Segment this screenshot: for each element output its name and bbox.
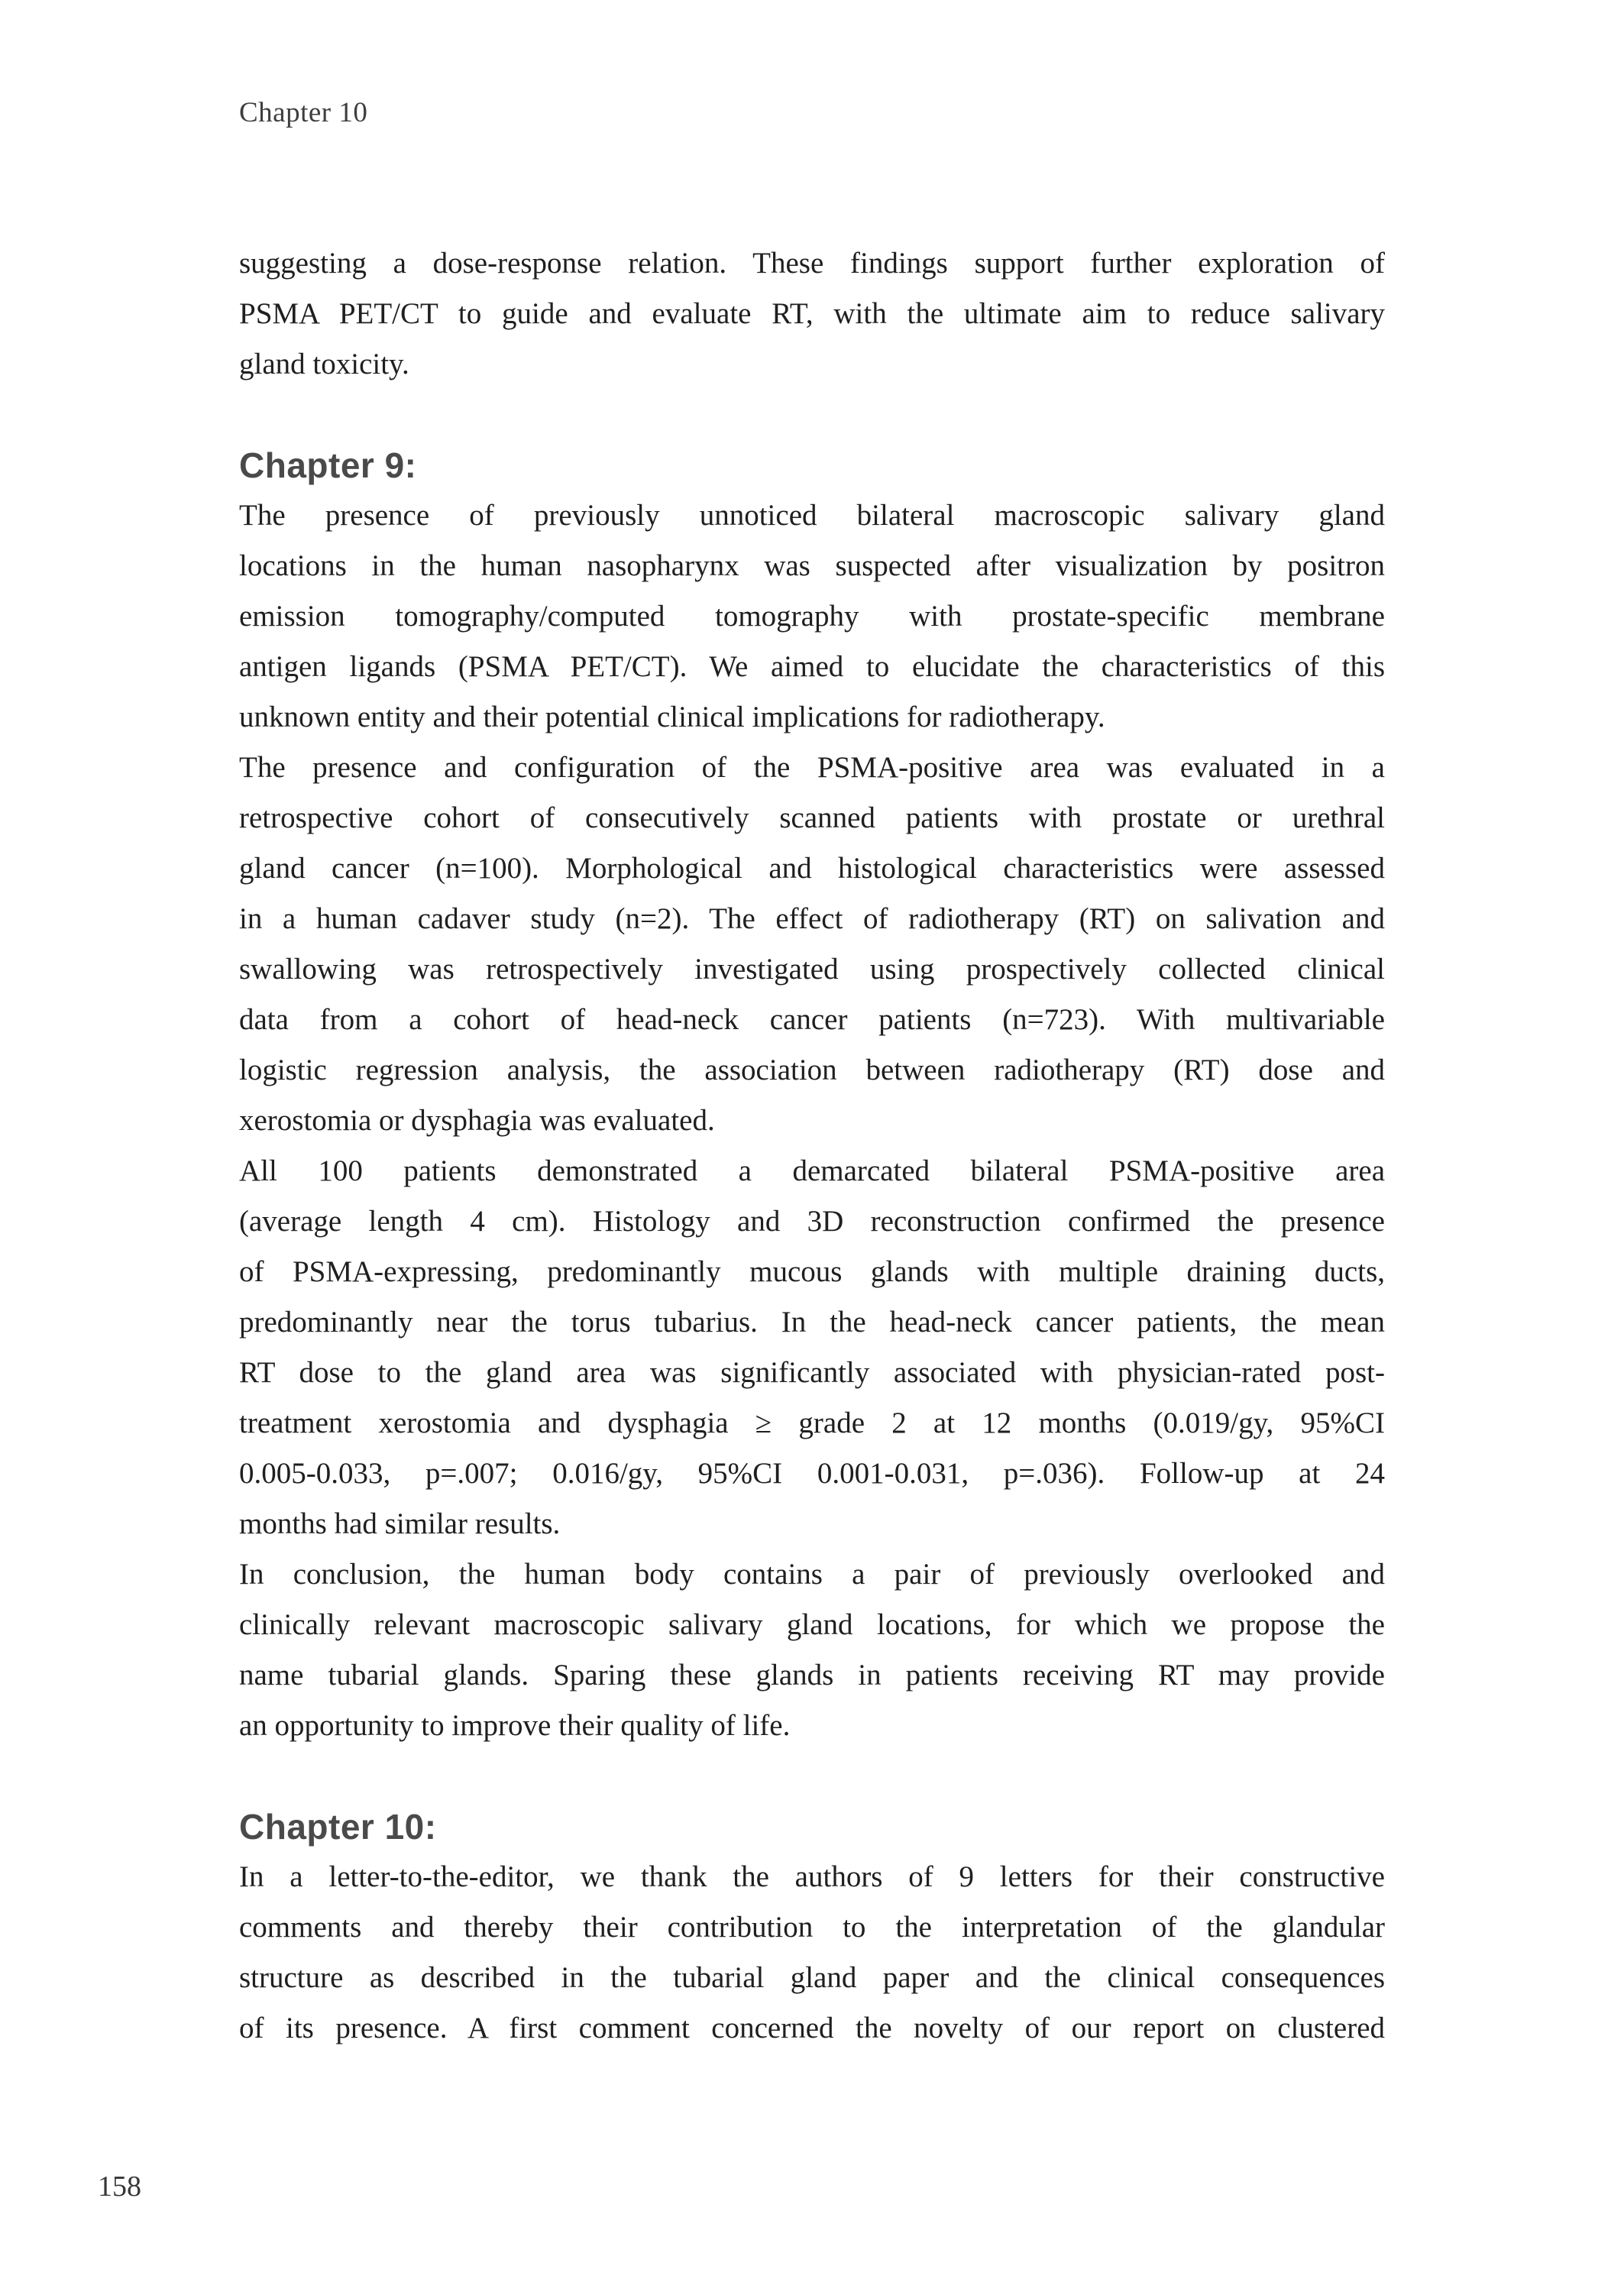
section-heading-chapter-9: Chapter 9: [239, 445, 417, 485]
text-line: In a letter-to-the-editor, we thank the authors of 9 letters for their constructive [239, 1860, 1385, 1893]
text-line: locations in the human nasopharynx was suspected after visualization by positron [239, 549, 1385, 582]
text-line: The presence of previously unnoticed bilateral macroscopic salivary gland [239, 499, 1385, 532]
text-line: emission tomography/computed tomography with prostate-specific membrane [239, 600, 1385, 633]
text-line: name tubarial glands. Sparing these glands in patients receiving RT may provide [239, 1659, 1385, 1691]
running-header: Chapter 10 [239, 97, 368, 128]
text-line: unknown entity and their potential clinical implications for radiotherapy. [239, 701, 1105, 733]
text-line: predominantly near the torus tubarius. In the head-neck cancer patients, the mean [239, 1306, 1385, 1339]
paragraph [239, 1549, 1385, 1751]
text-line: comments and thereby their contribution to the interpretation of the glandular [239, 1911, 1385, 1944]
text-line: PSMA PET/CT to guide and evaluate RT, with the ultimate aim to reduce salivary [239, 297, 1385, 330]
paragraph [239, 1146, 1385, 1549]
text-line: All 100 patients demonstrated a demarcated bilateral PSMA-positive area [239, 1154, 1385, 1187]
text-line: (average length 4 cm). Histology and 3D reconstruction confirmed the presence [239, 1205, 1385, 1238]
paragraph [239, 743, 1385, 1146]
text-line: in a human cadaver study (n=2). The effect of radiotherapy (RT) on salivation and [239, 902, 1385, 935]
text-line: The presence and configuration of the PSMA-positive area was evaluated in a [239, 751, 1385, 784]
text-line: logistic regression analysis, the association between radiotherapy (RT) dose and [239, 1054, 1385, 1086]
text-line: gland cancer (n=100). Morphological and histological characteristics were assessed [239, 852, 1385, 885]
paragraph [239, 490, 1385, 743]
text-line: RT dose to the gland area was significantly associated with physician-rated post- [239, 1356, 1385, 1389]
text-line: retrospective cohort of consecutively scanned patients with prostate or urethral [239, 801, 1385, 834]
text-line: months had similar results. [239, 1507, 561, 1540]
text-line: data from a cohort of head-neck cancer patients (n=723). With multivariable [239, 1003, 1385, 1036]
text-line: suggesting a dose-response relation. These findings support further exploration of [239, 247, 1385, 280]
text-line: antigen ligands (PSMA PET/CT). We aimed to elucidate the characteristics of this [239, 650, 1385, 683]
abstract-text-column [239, 238, 1385, 2054]
text-line: of PSMA-expressing, predominantly mucous glands with multiple draining ducts, [239, 1255, 1385, 1288]
text-line: clinically relevant macroscopic salivary gland locations, for which we propose the [239, 1608, 1385, 1641]
section-heading-chapter-10: Chapter 10: [239, 1807, 437, 1847]
text-line: 0.005-0.033, p=.007; 0.016/gy, 95%CI 0.001-0.031, p=.036). Follow-up at 24 [239, 1457, 1385, 1490]
text-line: treatment xerostomia and dysphagia ≥ grade 2 at 12 months (0.019/gy, 95%CI [239, 1407, 1385, 1439]
text-line: structure as described in the tubarial gland paper and the clinical consequences [239, 1961, 1385, 1994]
page-number: 158 [98, 2171, 141, 2203]
text-line: an opportunity to improve their quality of life. [239, 1709, 791, 1742]
text-line: gland toxicity. [239, 348, 409, 380]
text-line: xerostomia or dysphagia was evaluated. [239, 1104, 715, 1137]
text-line: swallowing was retrospectively investigated using prospectively collected clinical [239, 953, 1385, 986]
paragraph [239, 238, 1385, 390]
text-line: of its presence. A first comment concerned the novelty of our report on clustered [239, 2012, 1385, 2044]
text-line: In conclusion, the human body contains a pair of previously overlooked and [239, 1558, 1385, 1591]
paragraph [239, 1852, 1385, 2054]
